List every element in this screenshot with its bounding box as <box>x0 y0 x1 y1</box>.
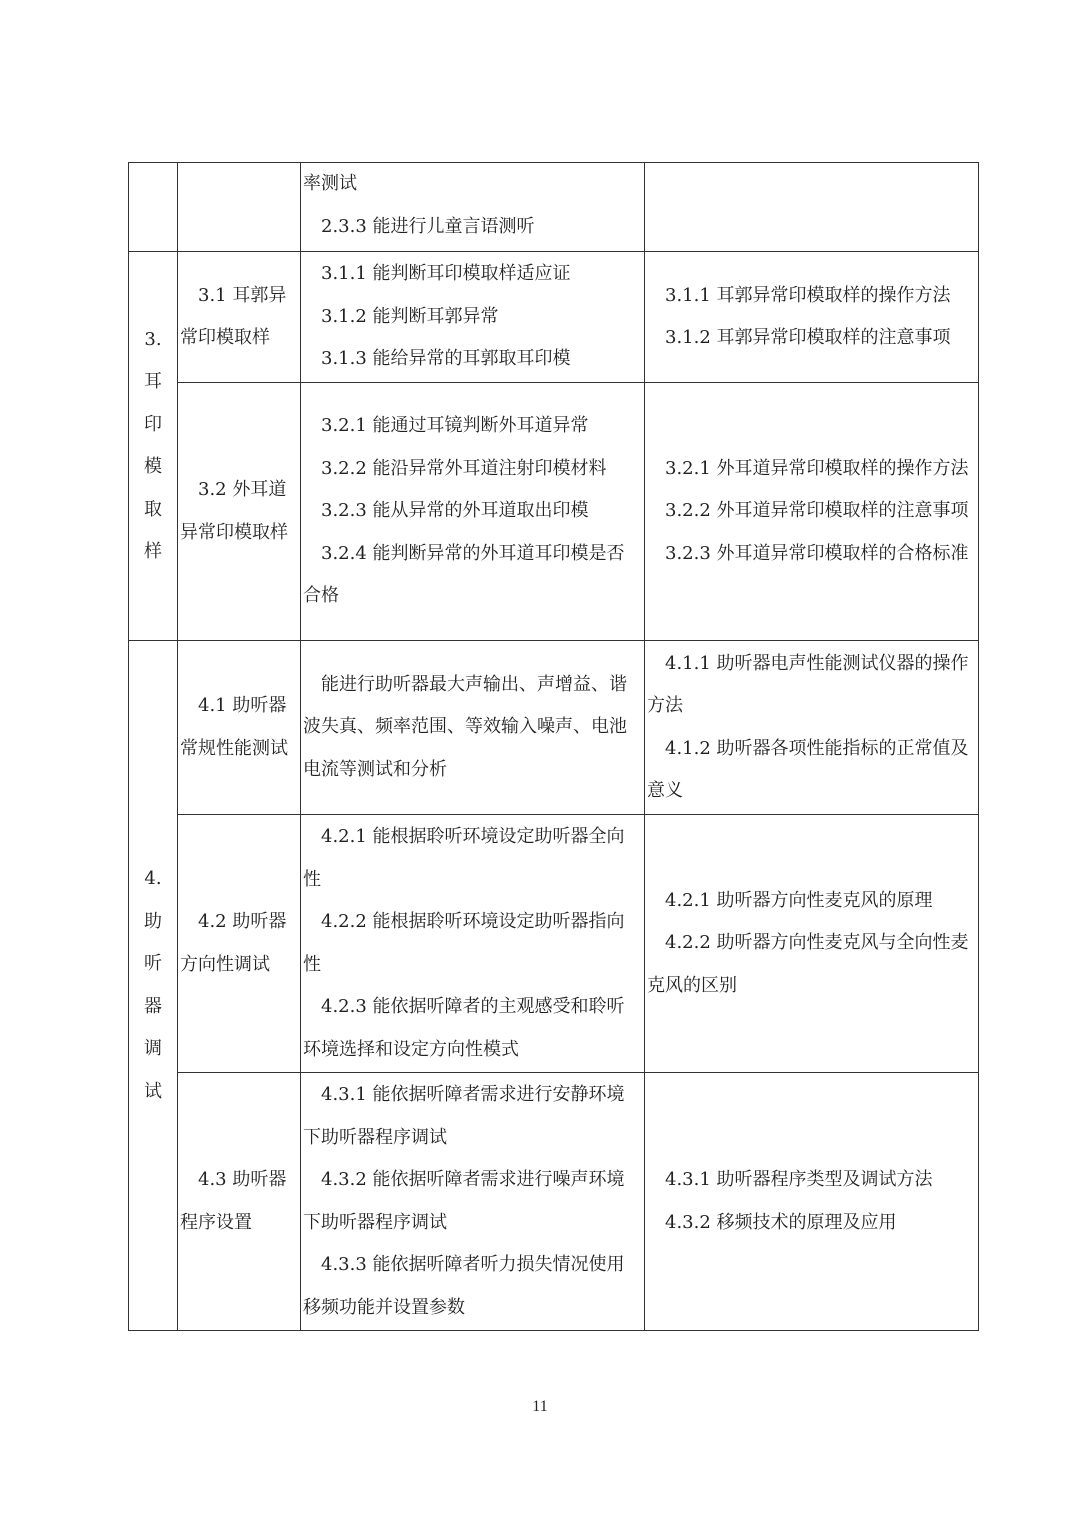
skill-text: 4.3.2 能依据听障者需求进行噪声环境下助听器程序调试 <box>303 1169 625 1233</box>
section-label-char: 印 <box>144 413 162 435</box>
knowledge-text: 4.3.1 助听器程序类型及调试方法 <box>665 1169 933 1190</box>
skill-text: 4.2.3 能依据听障者的主观感受和聆听环境选择和设定方向性模式 <box>303 996 625 1060</box>
skill-text: 4.2.1 能根据聆听环境设定助听器全向性 <box>303 826 625 890</box>
table-row <box>129 163 979 252</box>
skill-text: 3.2.2 能沿异常外耳道注射印模材料 <box>321 457 607 479</box>
unit-cell <box>178 383 301 641</box>
empty-cell <box>645 163 979 252</box>
knowledge-cell <box>645 815 979 1073</box>
knowledge-text: 4.2.2 助听器方向性麦克风与全向性麦克风的区别 <box>647 932 969 996</box>
unit-cell <box>178 252 301 383</box>
section-label-char: 取 <box>144 498 162 520</box>
knowledge-cell <box>645 383 979 641</box>
knowledge-text: 3.2.3 外耳道异常印模取样的合格标准 <box>665 542 969 564</box>
skills-cell <box>301 383 645 641</box>
section-label-char: 样 <box>144 541 162 562</box>
standard-table <box>128 162 979 1331</box>
unit-text: 3.1 耳郭异常印模取样 <box>180 284 287 348</box>
knowledge-text: 4.2.1 助听器方向性麦克风的原理 <box>665 889 933 911</box>
knowledge-text: 3.2.2 外耳道异常印模取样的注意事项 <box>665 500 969 522</box>
skill-text: 3.1.1 能判断耳印模取样适应证 <box>321 263 571 285</box>
knowledge-cell <box>645 252 979 383</box>
section-label <box>129 641 178 1331</box>
unit-text: 4.2 助听器方向性调试 <box>180 911 287 975</box>
skills-cell <box>301 1073 645 1331</box>
skill-text: 能进行助听器最大声输出、声增益、谐波失真、频率范围、等效输入噪声、电池电流等测试和分析 <box>303 673 627 780</box>
section-label-char: 助 <box>144 910 162 932</box>
knowledge-text: 3.2.1 外耳道异常印模取样的操作方法 <box>665 457 969 479</box>
skill-text: 3.2.1 能通过耳镜判断外耳道异常 <box>321 415 589 437</box>
section-label-char: 调 <box>144 1038 162 1059</box>
knowledge-text: 4.3.2 移频技术的原理及应用 <box>665 1211 897 1233</box>
skills-cell <box>301 641 645 815</box>
section-label-char: 试 <box>144 1080 162 1102</box>
skill-text: 3.1.3 能给异常的耳郭取耳印模 <box>321 348 571 370</box>
section-label-char: 耳 <box>144 371 162 392</box>
skills-cell <box>301 163 645 252</box>
knowledge-cell <box>645 641 979 815</box>
skill-text: 4.2.2 能根据聆听环境设定助听器指向性 <box>303 911 625 975</box>
section-label-char: 听 <box>144 953 162 974</box>
table-row <box>129 383 979 641</box>
knowledge-text: 4.1.1 助听器电声性能测试仪器的操作方法 <box>647 652 969 716</box>
unit-cell <box>178 815 301 1073</box>
empty-cell <box>129 163 178 252</box>
skill-text: 3.2.4 能判断异常的外耳道耳印模是否合格 <box>303 542 625 607</box>
section-label-char: 4. <box>144 868 162 889</box>
section-label-char: 3. <box>144 328 162 350</box>
table-row <box>129 641 979 815</box>
skill-text: 率测试 <box>303 173 357 194</box>
unit-text: 3.2 外耳道异常印模取样 <box>180 479 288 543</box>
table-row <box>129 1073 979 1331</box>
skill-text: 2.3.3 能进行儿童言语测听 <box>321 215 535 237</box>
skill-text: 3.2.3 能从异常的外耳道取出印模 <box>321 500 589 522</box>
page-number: 11 <box>532 1398 548 1415</box>
unit-text: 4.3 助听器程序设置 <box>180 1169 287 1233</box>
skill-text: 3.1.2 能判断耳郭异常 <box>321 305 499 327</box>
knowledge-text: 3.1.1 耳郭异常印模取样的操作方法 <box>665 284 951 306</box>
unit-text: 4.1 助听器常规性能测试 <box>180 695 288 759</box>
knowledge-text: 4.1.2 助听器各项性能指标的正常值及意义 <box>647 737 969 801</box>
unit-cell <box>178 641 301 815</box>
section-label-char: 器 <box>144 995 162 1017</box>
empty-cell <box>178 163 301 252</box>
table-row <box>129 815 979 1073</box>
skill-text: 4.3.3 能依据听障者听力损失情况使用移频功能并设置参数 <box>303 1254 625 1318</box>
skills-cell <box>301 815 645 1073</box>
skills-cell <box>301 252 645 383</box>
table-row <box>129 252 979 383</box>
knowledge-cell <box>645 1073 979 1331</box>
section-label <box>129 252 178 641</box>
knowledge-text: 3.1.2 耳郭异常印模取样的注意事项 <box>665 327 951 348</box>
section-label-char: 模 <box>144 456 162 477</box>
skill-text: 4.3.1 能依据听障者需求进行安静环境下助听器程序调试 <box>303 1084 625 1148</box>
unit-cell <box>178 1073 301 1331</box>
